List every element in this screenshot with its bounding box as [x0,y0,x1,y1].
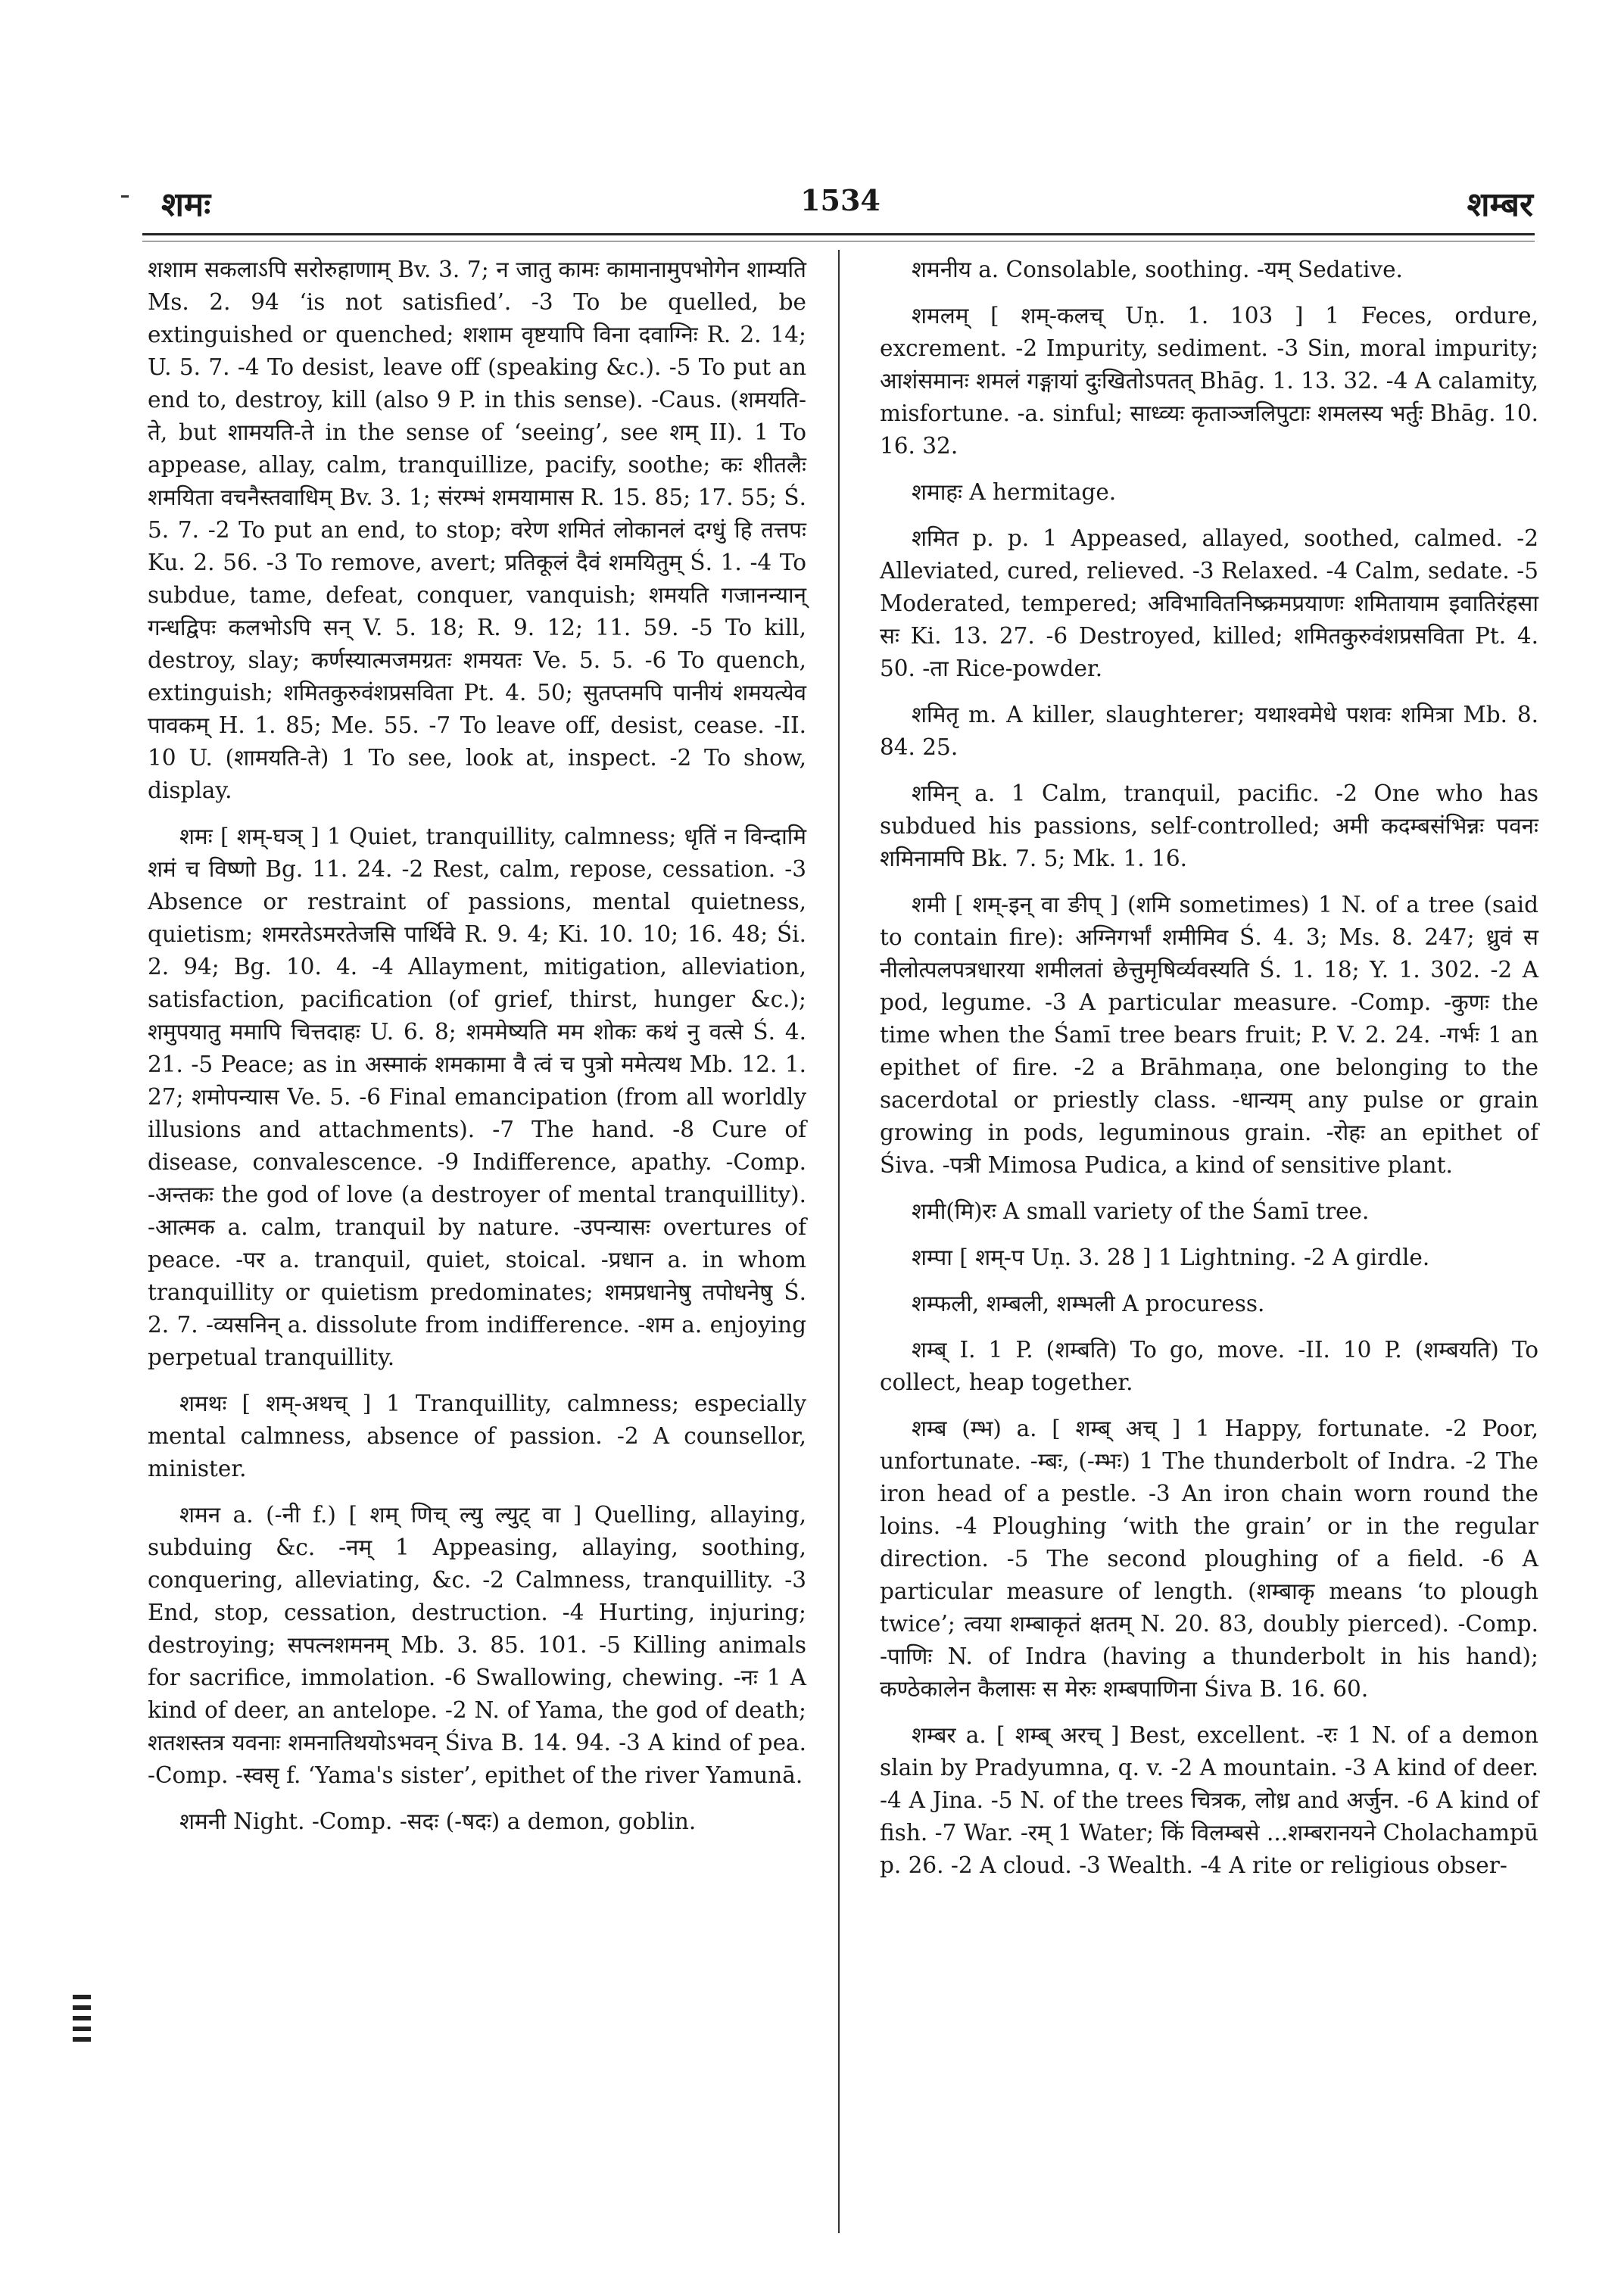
left-column [148,254,806,1852]
entry-shamathah: शमथः [ शम्-अथच् ] 1 Tranquillity, calmness; especially mental calmness, absence of passion. -2 A counsellor, minister. [148,1391,806,1481]
margin-dash [121,195,129,198]
entry-shamahah: शमाहः A hermitage. [912,479,1117,505]
page-header [148,180,1533,233]
entry-shamita: शमित p. p. 1 Appeased, allayed, soothed, calmed. -2 Alleviated, cured, relieved. -3 Relaxed. -4 Calm, sedate. -5 Moderated, tempered; अविभावितनिष्क्रमप्रयाणः शमितायाम इवातिरंहसा सः Ki. 13. 27. -6 Destroyed, killed; शमितकुरुवंशप्रसविता Pt. 4. 50. -ता Rice-powder. [880,525,1538,681]
entry-shamphali: शम्फली, शम्बली, शम्भली A procuress. [912,1291,1265,1316]
entry-shampa: शम्पा [ शम्-प Uṇ. 3. 28 ] 1 Lightning. -2 A girdle. [912,1245,1430,1270]
margin-binding-mark [73,1995,91,2049]
header-rule-thick [142,233,1535,235]
entry-shamalam: शमलम् [ शम्-कलच् Uṇ. 1. 103 ] 1 Feces, ordure, excrement. -2 Impurity, sediment. -3 Sin, moral impurity; आशंसमानः शमलं गङ्गायां दुःखितोऽपतत् Bhāg. 1. 13. 32. -4 A calamity, misfortune. -a. sinful; साध्व्यः कृताञ्जलिपुटाः शमलस्य भर्तुः Bhāg. 10. 16. 32. [880,303,1538,459]
entry-continuation: शशाम सकलाऽपि सरोरुहाणाम् Bv. 3. 7; न जातु कामः कामानामुपभोगेन शाम्यति Ms. 2. 94 ‘is not satisfied’. -3 To be quelled, be extinguished or quenched; शशाम वृष्टयापि विना दवाग्निः R. 2. 14; U. 5. 7. -4 To desist, leave off (speaking &c.). -5 To put an end to, destroy, kill (also 9 P. in this sense). -Caus. (शमयति-ते, but शामयति-ते in the sense of ‘seeing’, see शम् II). 1 To appease, allay, calm, tranquillize, pacify, soothe; कः शीतलैः शमयिता वचनैस्तवाधिम् Bv. 3. 1; संरम्भं शमयामास R. 15. 85; 17. 55; Ś. 5. 7. -2 To put an end, to stop; वरेण शमितं लोकानलं दग्धुं हि तत्तपः Ku. 2. 56. -3 To remove, avert; प्रतिकूलं दैवं शमयितुम् Ś. 1. -4 To subdue, tame, defeat, conquer, vanquish; शमयति गजानन्यान् गन्धद्विपः कलभोऽपि सन् V. 5. 18; R. 9. 12; 11. 59. -5 To kill, destroy, slay; कर्णस्यात्मजमग्रतः शमयतः Ve. 5. 5. -6 To quench, extinguish; शमितकुरुवंशप्रसविता Pt. 4. 50; सुतप्तमपि पानीयं शमयत्येव पावकम् H. 1. 85; Me. 55. -7 To leave off, desist, cease. -II. 10 U. (शामयति-ते) 1 To see, look at, inspect. -2 To show, display. [148,257,806,803]
entry-shamaniya: शमनीय a. Consolable, soothing. -यम् Sedative. [912,257,1403,282]
column-divider [838,250,840,2233]
entry-shami: शमी [ शम्-इन् वा ङीप् ] (शमि sometimes) 1 N. of a tree (said to contain fire): अग्निगर्भां शमीमिव Ś. 4. 3; Ms. 8. 247; ध्रुवं स नीलोत्पलपत्रधारया शमीलतां छेत्तुमृषिर्व्यवस्यति Ś. 1. 18; Y. 1. 302. -2 A pod, legume. -3 A particular measure. -Comp. -कुणः the time when the Śamī tree bears fruit; P. V. 2. 24. -गर्भः 1 an epithet of fire. -2 a Brāhmaṇa, one belonging to the sacerdotal or priestly class. -धान्यम् any pulse or grain growing in pods, leguminous grain. -रोहः an epithet of Śiva. -पत्री Mimosa Pudica, a kind of sensitive plant. [880,892,1538,1178]
page-number: 1534 [800,183,881,217]
entry-shamirah: शमी(मि)रः A small variety of the Śamī tree. [912,1198,1370,1224]
right-column [880,254,1538,1896]
entry-shamana: शमन a. (-नी f.) [ शम् णिच् ल्यु ल्युट् वा ] Quelling, allaying, subduing &c. -नम् 1 Appeasing, allaying, soothing, conquering, alleviating, &c. -2 Calmness, tranquillity. -3 End, stop, cessation, destruction. -4 Hurting, injuring; destroying; सपत्नशमनम् Mb. 3. 85. 101. -5 Killing animals for sacrifice, immolation. -6 Swallowing, chewing. -नः 1 A kind of deer, an antelope. -2 N. of Yama, the god of death; शतशस्तत्र यवनाः शमनातिथयोऽभवन् Śiva B. 14. 94. -3 A kind of pea. -Comp. -स्वसृ f. ‘Yama's sister’, epithet of the river Yamunā. [148,1502,806,1788]
header-left-guideword: शमः [161,185,211,224]
entry-shamin: शमिन् a. 1 Calm, tranquil, pacific. -2 One who has subdued his passions, self-controlled; अमी कदम्बसंभिन्नः पवनः शमिनामपि Bk. 7. 5; Mk. 1. 16. [880,780,1538,871]
entry-shamitri: शमितृ m. A killer, slaughterer; यथाश्वमेधे पशवः शमित्रा Mb. 8. 84. 25. [880,702,1538,760]
entry-shamah: शमः [ शम्-घञ् ] 1 Quiet, tranquillity, calmness; धृतिं न विन्दामि शमं च विष्णो Bg. 11. 24. -2 Rest, calm, repose, cessation. -3 Absence or restraint of passions, mental quietness, quietism; शमरतेऽमरतेजसि पार्थिवे R. 9. 4; Ki. 10. 10; 16. 48; Śi. 2. 94; Bg. 10. 4. -4 Allayment, mitigation, alleviation, satisfaction, pacification (of grief, thirst, hunger &c.); शमुपयातु ममापि चित्तदाहः U. 6. 8; शममेष्यति मम शोकः कथं नु वत्से Ś. 4. 21. -5 Peace; as in अस्माकं शमकामा वै त्वं च पुत्रो ममेत्यथ Mb. 12. 1. 27; शमोपन्यास Ve. 5. -6 Final emancipation (from all worldly illusions and attachments). -7 The hand. -8 Cure of disease, convalescence. -9 Indifference, apathy. -Comp. -अन्तकः the god of love (a destroyer of mental tranquillity). -आत्मक a. calm, tranquil by nature. -उपन्यासः overtures of peace. -पर a. tranquil, quiet, stoical. -प्रधान a. in whom tranquillity or quietism predominates; शमप्रधानेषु तपोधनेषु Ś. 2. 7. -व्यसनिन् a. dissolute from indifference. -शम a. enjoying perpetual tranquillity. [148,824,806,1370]
header-right-guideword: शम्बर [1467,185,1533,224]
entry-shamani: शमनी Night. -Comp. -सदः (-षदः) a demon, goblin. [179,1809,697,1834]
entry-shamba: शम्ब (म्भ) a. [ शम्ब् अच् ] 1 Happy, fortunate. -2 Poor, unfortunate. -म्बः, (-म्भः) 1 The thunderbolt of Indra. -2 The iron head of a pestle. -3 An iron chain worn round the loins. -4 Ploughing ‘with the grain’ or in the regular direction. -5 The second ploughing of a field. -6 A particular measure of length. (शम्बाकृ means ‘to plough twice’; त्वया शम्बाकृतं क्षतम् N. 20. 83, doubly pierced). -Comp. -पाणिः N. of Indra (having a thunderbolt in his hand); कण्ठेकालेन कैलासः स मेरुः शम्बपाणिना Śiva B. 16. 60. [880,1416,1538,1702]
entry-shambara: शम्बर a. [ शम्ब् अरच् ] Best, excellent. -रः 1 N. of a demon slain by Pradyumna, q. v. -2 A mountain. -3 A kind of deer. -4 A Jina. -5 N. of the trees चित्रक, लोध्र and अर्जुन. -6 A kind of fish. -7 War. -रम् 1 Water; किं विलम्बसे ...शम्बरानयने Cholachampū p. 26. -2 A cloud. -3 Wealth. -4 A rite or religious obser- [880,1722,1538,1878]
entry-shamb-verb: शम्ब् I. 1 P. (शम्बति) To go, move. -II. 10 P. (शम्बयति) To collect, heap together. [880,1337,1538,1395]
